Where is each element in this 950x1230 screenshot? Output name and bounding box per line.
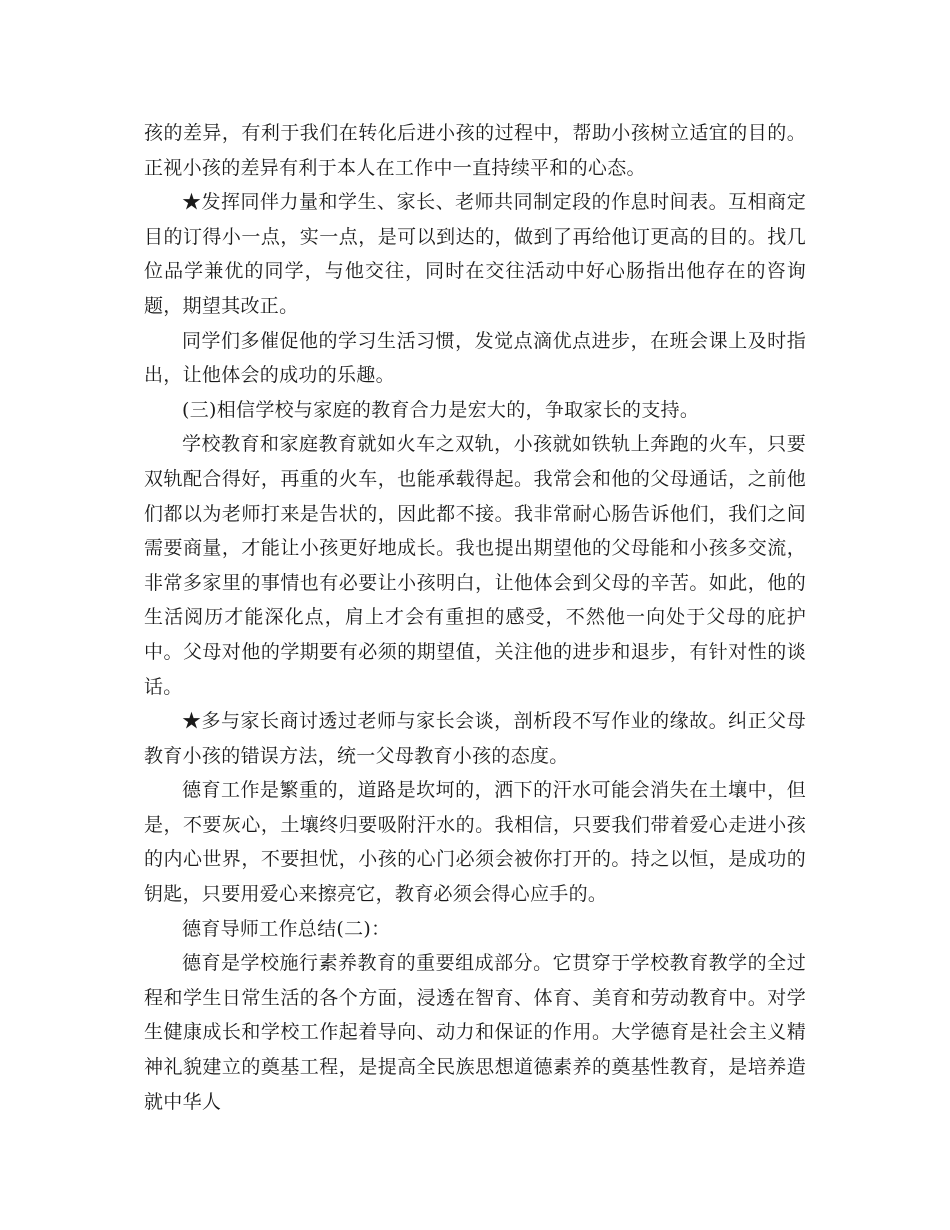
- paragraph-9: 德育是学校施行素养教育的重要组成部分。它贯穿于学校教育教学的全过程和学生日常生活的各个方面，浸透在智育、体育、美育和劳动教育中。对学生健康成长和学校工作起着导向、动力和保证的作用。大学德育是社会主义精神礼貌建立的奠基工程，是提高全民族思想道德素养的奠基性教育，是培养造就中华人: [144, 952, 806, 1113]
- section-heading: 德育导师工作总结(二)：: [182, 917, 391, 940]
- paragraph-4-heading: (三)相信学校与家庭的教育合力是宏大的，争取家长的支持。: [182, 398, 700, 421]
- document-body: [144, 116, 806, 1119]
- paragraph-3: 同学们多催促他的学习生活习惯，发觉点滴优点进步，在班会课上及时指出，让他体会的成功的乐趣。: [144, 329, 806, 387]
- paragraph-6: ★多与家长商讨透过老师与家长会谈，剖析段不写作业的缘故。纠正父母教育小孩的错误方法，统一父母教育小孩的态度。: [144, 710, 806, 767]
- paragraph-2: ★发挥同伴力量和学生、家长、老师共同制定段的作息时间表。互相商定目的订得小一点，实一点，是可以到达的，做到了再给他订更高的目的。找几位品学兼优的同学，与他交往，同时在交往活动中好心肠指出他存在的咨询题，期望其改正。: [144, 191, 806, 317]
- paragraph-1: 孩的差异，有利于我们在转化后进小孩的过程中，帮助小孩树立适宜的目的。正视小孩的差异有利于本人在工作中一直持续平和的心态。: [144, 122, 806, 179]
- paragraph-5: 学校教育和家庭教育就如火车之双轨，小孩就如铁轨上奔跑的火车，只要双轨配合得好，再重的火车，也能承载得起。我常会和他的父母通话，之前他们都以为老师打来是告状的，因此都不接。我非常耐心肠告诉他们，我们之间需要商量，才能让小孩更好地成长。我也提出期望他的父母能和小孩多交流，非常多家里的事情也有必要让小孩明白，让他体会到父母的辛苦。如此，他的生活阅历才能深化点，肩上才会有重担的感受，不然他一向处于父母的庇护中。父母对他的学期要有必须的期望值，关注他的进步和退步，有针对性的谈话。: [144, 433, 806, 698]
- paragraph-7: 德育工作是繁重的，道路是坎坷的，洒下的汗水可能会消失在土壤中，但是，不要灰心，土壤终归要吸附汗水的。我相信，只要我们带着爱心走进小孩的内心世界，不要担忧，小孩的心门必须会被你打开的。持之以恒，是成功的钥匙，只要用爱心来擦亮它，教育必须会得心应手的。: [144, 779, 806, 906]
